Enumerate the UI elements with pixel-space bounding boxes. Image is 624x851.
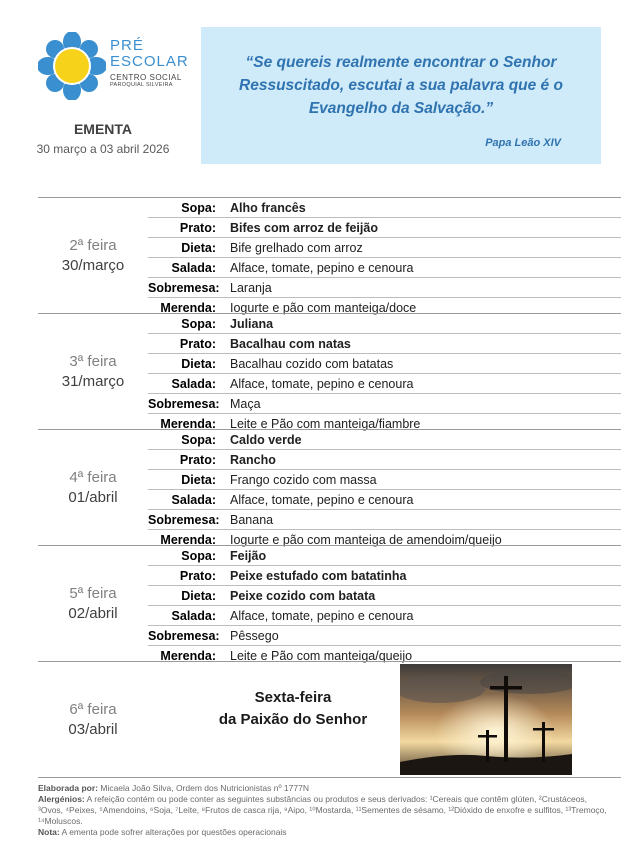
- meal-label: Salada:: [171, 260, 216, 275]
- meal-row: [148, 374, 621, 394]
- meal-value: Frango cozido com massa: [230, 472, 377, 487]
- meal-value: Bacalhau com natas: [230, 336, 351, 351]
- prepared-by: [38, 783, 608, 794]
- meal-label: Salada:: [171, 376, 216, 391]
- meal-label: Sobremesa:: [148, 280, 220, 295]
- quote-box: [201, 27, 601, 164]
- meal-label: Sopa:: [181, 200, 216, 215]
- meal-row: [148, 470, 621, 490]
- day-label: [38, 430, 148, 545]
- prepared-value: Micaela João Silva, Ordem dos Nutricionistas nº 1777N: [100, 783, 309, 793]
- meal-row: [148, 606, 621, 626]
- day-date: 30/março: [61, 256, 125, 274]
- meal-label: Dieta:: [181, 472, 216, 487]
- day-label: [38, 198, 148, 313]
- crucifixion-image: [400, 664, 572, 775]
- prepared-label: Elaborada por:: [38, 783, 98, 793]
- meal-label: Prato:: [179, 336, 216, 351]
- meal-label: Dieta:: [181, 588, 216, 603]
- day-name: 3ª feira: [69, 352, 117, 370]
- day-block-friday: [38, 661, 621, 778]
- meal-value: Maça: [230, 396, 261, 411]
- meal-row: [148, 258, 621, 278]
- meal-row: [148, 430, 621, 450]
- meal-row: [148, 490, 621, 510]
- meal-label: Sobremesa:: [148, 512, 220, 527]
- meal-row: [148, 394, 621, 414]
- meal-row: [148, 314, 621, 334]
- meal-label: Dieta:: [181, 356, 216, 371]
- meal-row: [148, 586, 621, 606]
- meal-label: Sobremesa:: [148, 628, 220, 643]
- friday-notice: [183, 687, 403, 731]
- meal-value: Leite e Pão com manteiga/fiambre: [230, 417, 421, 432]
- weekly-menu: [38, 197, 621, 778]
- meal-value: Iogurte e pão com manteiga de amendoim/queijo: [230, 533, 502, 548]
- meal-rows: [148, 430, 621, 550]
- meal-rows: [148, 314, 621, 434]
- meal-label: Sopa:: [181, 316, 216, 331]
- meal-value: Laranja: [230, 280, 272, 295]
- meal-label: Salada:: [171, 608, 216, 623]
- logo-line4: PAROQUIAL SILVEIRA: [110, 82, 173, 88]
- flower-logo-icon: [38, 32, 106, 100]
- quote-text: “Se quereis realmente encontrar o Senhor Ressuscitado, escutai a sua palavra que é o Evangelho da Salvação.”: [239, 54, 563, 117]
- meal-label: Sopa:: [181, 432, 216, 447]
- day-name: 6ª feira: [69, 700, 117, 718]
- meal-label: Dieta:: [181, 240, 216, 255]
- meal-row: [148, 238, 621, 258]
- meal-label: Prato:: [179, 452, 216, 467]
- meal-value: Bifes com arroz de feijão: [230, 220, 378, 235]
- meal-row: [148, 218, 621, 238]
- meal-value: Alho francês: [230, 200, 306, 215]
- meal-label: Merenda:: [160, 649, 216, 664]
- meal-value: Iogurte e pão com manteiga/doce: [230, 301, 417, 316]
- day-name: 4ª feira: [69, 468, 117, 486]
- meal-value: Bife grelhado com arroz: [230, 240, 363, 255]
- allergens-note: [38, 794, 608, 827]
- day-name: 2ª feira: [69, 236, 117, 254]
- friday-line1: Sexta-feira: [254, 689, 332, 706]
- quote-author: Papa Leão XIV: [485, 137, 561, 149]
- day-date: 02/abril: [68, 604, 118, 622]
- logo-line3: CENTRO SOCIAL: [110, 73, 182, 82]
- meal-label: Sopa:: [181, 548, 216, 563]
- meal-row: [148, 546, 621, 566]
- day-label: [38, 314, 148, 429]
- day-label: [38, 546, 148, 661]
- meal-row: [148, 626, 621, 646]
- menu-dates: 30 março a 03 abril 2026: [36, 142, 170, 156]
- day-block-tuesday: [38, 313, 621, 432]
- meal-label: Merenda:: [160, 533, 216, 548]
- meal-row: [148, 198, 621, 218]
- meal-label: Prato:: [179, 220, 216, 235]
- meal-label: Merenda:: [160, 417, 216, 432]
- day-date: 03/abril: [68, 720, 118, 738]
- allergens-value: A refeição contém ou pode conter as seguintes substâncias ou produtos e seus derivados: ¹Cereais que contêm glúten, ²Crustáceos, ³Ovos, ⁴Peixes, ⁵Amendoins, ⁶Soja, ⁷Leite, ⁸Frutos de casca rija, ⁹Aipo, ¹⁰Mostarda, ¹¹Sementes de sésamo, ¹²Dióxido de enxofre e sulfitos, ¹³Tremoço, ¹⁴Moluscos.: [38, 794, 607, 826]
- day-block-monday: [38, 197, 621, 316]
- day-date: 31/março: [61, 372, 125, 390]
- meal-label: Prato:: [179, 568, 216, 583]
- allergens-label: Alergénios:: [38, 794, 85, 804]
- day-date: 01/abril: [68, 488, 118, 506]
- meal-value: Banana: [230, 512, 274, 527]
- logo-text: [110, 38, 189, 88]
- meal-value: Alface, tomate, pepino e cenoura: [230, 376, 414, 391]
- meal-value: Rancho: [230, 452, 276, 467]
- meal-row: [148, 334, 621, 354]
- header: [0, 0, 624, 195]
- meal-value: Peixe cozido com batata: [230, 588, 376, 603]
- meal-value: Pêssego: [230, 628, 279, 643]
- meal-rows: [148, 198, 621, 318]
- day-label: [38, 662, 148, 777]
- meal-value: Caldo verde: [230, 432, 302, 447]
- day-block-wednesday: [38, 429, 621, 548]
- meal-label: Sobremesa:: [148, 396, 220, 411]
- meal-row: [148, 510, 621, 530]
- friday-line2: da Paixão do Senhor: [218, 711, 368, 728]
- meal-label: Salada:: [171, 492, 216, 507]
- meal-row: [148, 354, 621, 374]
- meal-row: [148, 450, 621, 470]
- page-title: EMENTA: [73, 121, 133, 137]
- logo-line1: PRÉ: [110, 37, 144, 54]
- footer: [38, 783, 608, 838]
- meal-row: [148, 566, 621, 586]
- general-note: [38, 827, 608, 838]
- meal-value: Alface, tomate, pepino e cenoura: [230, 492, 414, 507]
- meal-value: Alface, tomate, pepino e cenoura: [230, 260, 414, 275]
- day-name: 5ª feira: [69, 584, 117, 602]
- note-value: A ementa pode sofrer alterações por questões operacionais: [61, 827, 287, 837]
- meal-value: Bacalhau cozido com batatas: [230, 356, 394, 371]
- meal-label: Merenda:: [160, 301, 216, 316]
- note-label: Nota:: [38, 827, 60, 837]
- meal-value: Alface, tomate, pepino e cenoura: [230, 608, 414, 623]
- meal-rows: [148, 546, 621, 666]
- day-block-thursday: [38, 545, 621, 664]
- logo-line2: ESCOLAR: [110, 53, 189, 70]
- school-logo: [38, 30, 208, 100]
- meal-value: Peixe estufado com batatinha: [230, 568, 407, 583]
- meal-value: Leite e Pão com manteiga/queijo: [230, 649, 413, 664]
- meal-row: [148, 278, 621, 298]
- meal-value: Juliana: [230, 316, 274, 331]
- meal-value: Feijão: [230, 548, 267, 563]
